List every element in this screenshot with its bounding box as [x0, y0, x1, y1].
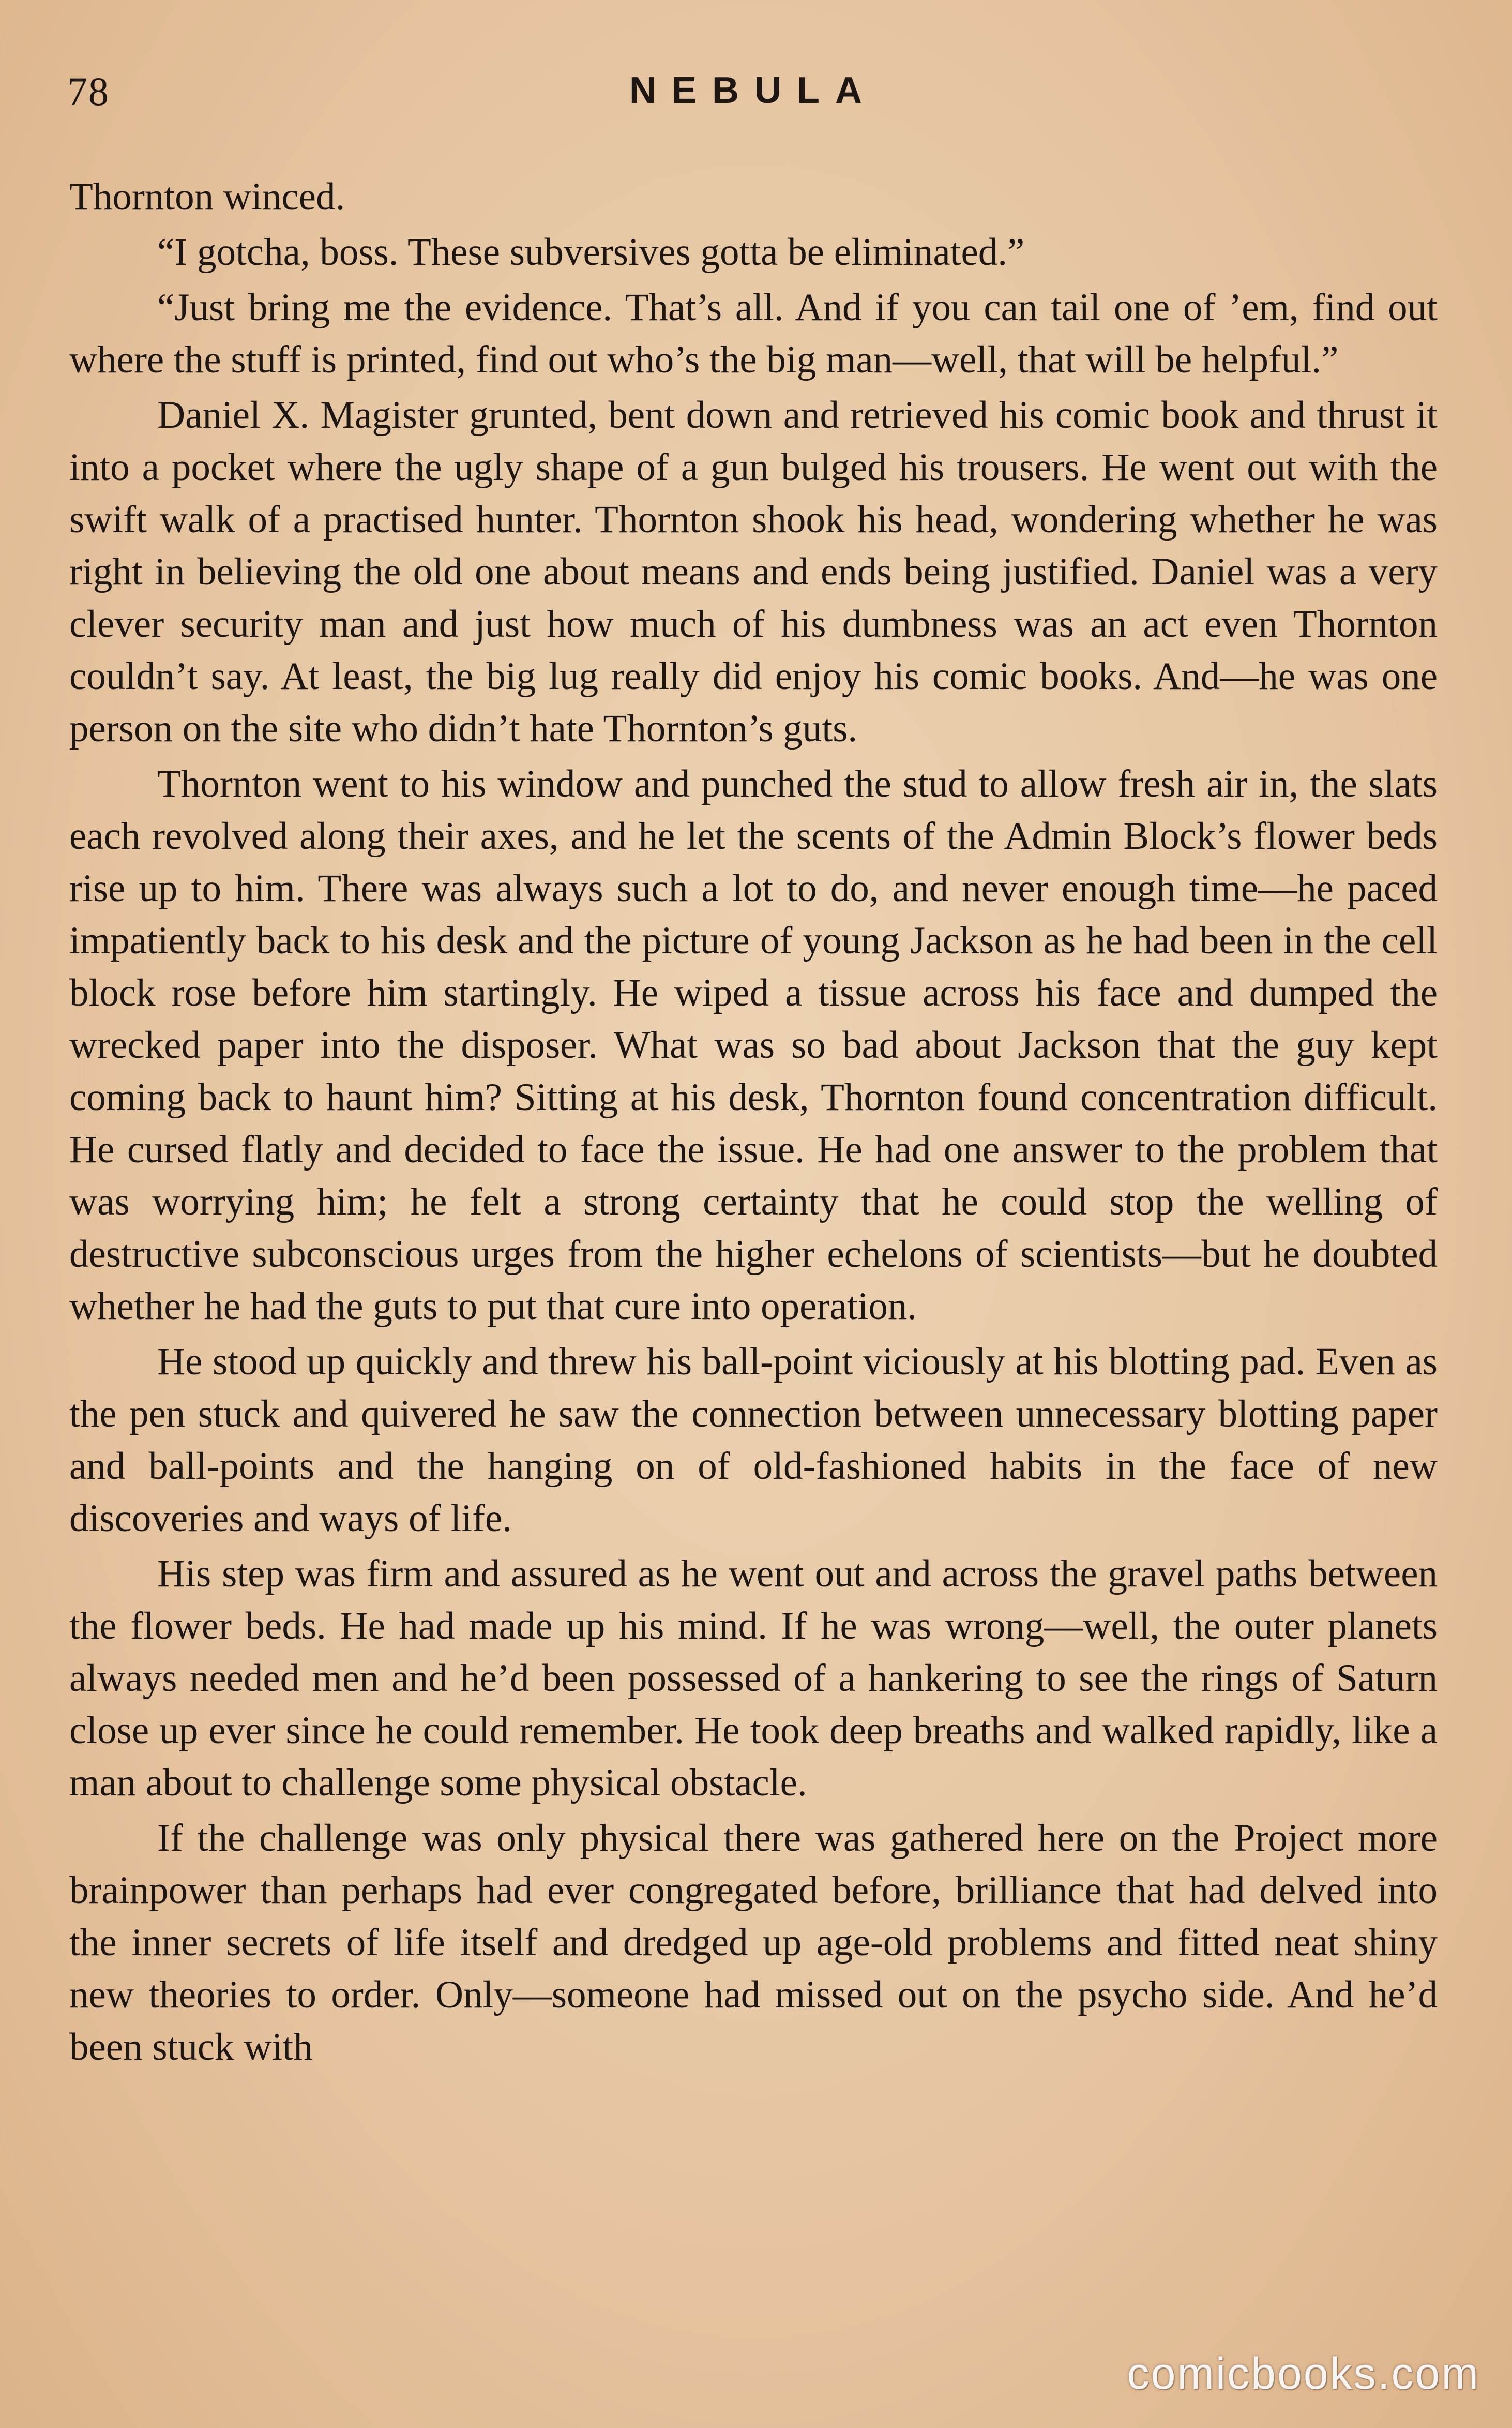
body-text	[69, 171, 1438, 2076]
page-number: 78	[67, 69, 110, 114]
paragraph: Thornton winced.	[69, 175, 345, 218]
paragraph: “Just bring me the evidence. That’s all. And if you can tail one of ’em, find out where the stuff is printed, find out who’s the big man—well, that will be helpful.”	[69, 286, 1438, 381]
paragraph: He stood up quickly and threw his ball-point viciously at his blotting pad. Even as the pen stuck and quivered he saw the connection between unnecessary blotting paper and ball-points and the hanging on of old-fashioned habits in the face of new discoveries and ways of life.	[69, 1340, 1438, 1540]
paragraph: “I gotcha, boss. These subversives gotta be eliminated.”	[157, 231, 1025, 274]
paragraph: Thornton went to his window and punched the stud to allow fresh air in, the slats each revolved along their axes, and he let the scents of the Admin Block’s flower beds rise up to him. There was always such a lot to do, and never enough time—he paced impatiently back to his desk and the picture of young Jackson as he had been in the cell block rose before him startingly. He wiped a tissue across his face and dumped the wrecked paper into the disposer. What was so bad about Jackson that the guy kept coming back to haunt him? Sitting at his desk, Thornton found concentration difficult. He cursed flatly and decided to face the issue. He had one answer to the problem that was worrying him; he felt a strong certainty that he could stop the welling of destructive subconscious urges from the higher echelons of scientists—but he doubted whether he had the guts to put that cure into operation.	[69, 762, 1438, 1328]
paragraph: Daniel X. Magister grunted, bent down and retrieved his comic book and thrust it into a pocket where the ugly shape of a gun bulged his trousers. He went out with the swift walk of a practised hunter. Thornton shook his head, wondering whether he was right in believing the old one about means and ends being justified. Daniel was a very clever security man and just how much of his dumbness was an act even Thornton couldn’t say. At least, the big lug really did enjoy his comic books. And—he was one person on the site who didn’t hate Thornton’s guts.	[69, 394, 1438, 750]
page-header	[67, 62, 1440, 119]
paragraph: His step was firm and assured as he went out and across the gravel paths between the flower beds. He had made up his mind. If he was wrong—well, the outer planets always needed men and he’d been possessed of a hankering to see the rings of Saturn close up ever since he could remember. He took deep breaths and walked rapidly, like a man about to challenge some physical obstacle.	[69, 1552, 1438, 1804]
paragraph: If the challenge was only physical there was gathered here on the Project more brainpower than perhaps had ever congregated before, brilliance that had delved into the inner secrets of life itself and dredged up age-old problems and fitted neat shiny new theories to order. Only—someone had missed out on the psycho side. And he’d been stuck with	[69, 1817, 1438, 2069]
watermark: comicbooks.com	[1127, 2349, 1480, 2399]
running-title: NEBULA	[629, 70, 878, 111]
